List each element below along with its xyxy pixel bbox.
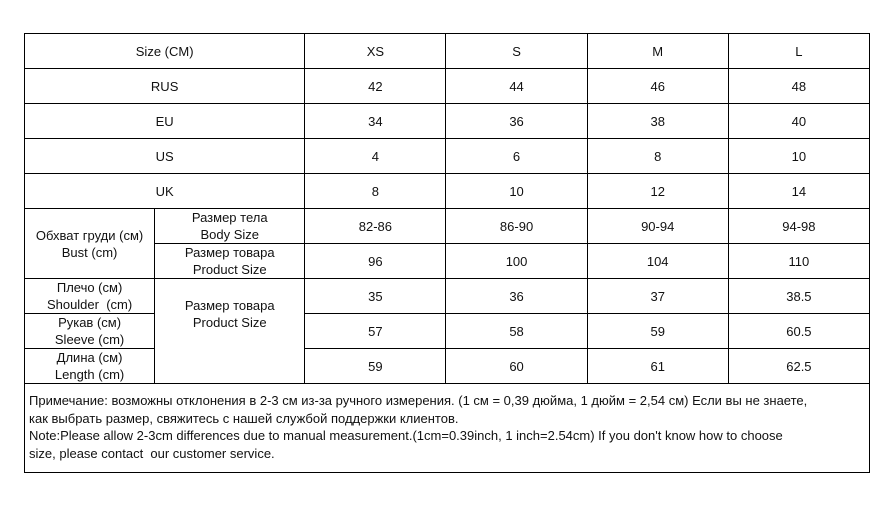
table-row	[25, 104, 870, 139]
body-size-label-en: Body Size	[200, 227, 259, 242]
row-label-bust	[25, 209, 155, 279]
table-cell: 10	[728, 139, 869, 174]
header-size-l: L	[728, 34, 869, 69]
sublabel-product-size	[155, 244, 305, 279]
row-label-sleeve	[25, 314, 155, 349]
header-size-m: M	[587, 34, 728, 69]
table-row	[25, 174, 870, 209]
table-cell: 40	[728, 104, 869, 139]
bust-product-size-label-en: Product Size	[192, 262, 267, 277]
table-cell: 38.5	[728, 279, 869, 314]
table-cell: 36	[446, 279, 587, 314]
table-cell: 38	[587, 104, 728, 139]
note-cell	[25, 384, 870, 473]
table-cell: 96	[305, 244, 446, 279]
table-cell: 61	[587, 349, 728, 384]
table-cell: 48	[728, 69, 869, 104]
note-ru-line-1: Примечание: возможны отклонения в 2-3 см из-за ручного измерения. (1 см = 0,39 дюйма, 1 дюйм = 2,54 см) Если вы не знаете,	[29, 393, 808, 408]
length-label-ru: Длина (см)	[56, 350, 123, 365]
note-row	[25, 384, 870, 473]
sleeve-label-en: Sleeve (cm)	[54, 332, 125, 347]
table-cell: 58	[446, 314, 587, 349]
table-cell: 4	[305, 139, 446, 174]
table-cell: 60	[446, 349, 587, 384]
table-row	[25, 279, 870, 314]
shoulder-label-en: Shoulder (cm)	[46, 297, 133, 312]
bust-product-size-label-ru: Размер товара	[184, 245, 275, 260]
table-row	[25, 209, 870, 244]
table-cell: 100	[446, 244, 587, 279]
empty-sublabel-cell	[155, 349, 305, 384]
table-cell: 104	[587, 244, 728, 279]
table-cell: 82-86	[305, 209, 446, 244]
row-label-length	[25, 349, 155, 384]
table-cell: 59	[305, 349, 446, 384]
table-cell: 8	[587, 139, 728, 174]
row-label-uk: UK	[25, 174, 305, 209]
header-label: Size (CM)	[135, 43, 194, 59]
table-cell: 57	[305, 314, 446, 349]
table-cell: 90-94	[587, 209, 728, 244]
header-label-cell	[25, 34, 305, 69]
header-size-s: S	[446, 34, 587, 69]
table-row	[25, 69, 870, 104]
table-cell: 86-90	[446, 209, 587, 244]
body-size-label-ru: Размер тела	[191, 210, 268, 225]
table-cell: 6	[446, 139, 587, 174]
table-cell: 94-98	[728, 209, 869, 244]
group-product-size-label-ru: Размер товара	[184, 297, 275, 313]
table-cell: 42	[305, 69, 446, 104]
note-ru-line-2: как выбрать размер, свяжитесь с нашей службой поддержки клиентов.	[29, 410, 459, 426]
table-cell: 110	[728, 244, 869, 279]
row-label-us: US	[25, 139, 305, 174]
table-cell: 62.5	[728, 349, 869, 384]
table-cell: 12	[587, 174, 728, 209]
row-label-eu: EU	[25, 104, 305, 139]
bust-label-ru: Обхват груди (см)	[35, 227, 144, 243]
table-cell: 60.5	[728, 314, 869, 349]
row-label-shoulder	[25, 279, 155, 314]
table-cell: 8	[305, 174, 446, 209]
table-row	[25, 349, 870, 384]
table-cell: 44	[446, 69, 587, 104]
table-cell: 59	[587, 314, 728, 349]
table-cell: 37	[587, 279, 728, 314]
table-cell: 46	[587, 69, 728, 104]
size-chart-table	[24, 33, 870, 473]
table-row	[25, 314, 870, 349]
table-row	[25, 139, 870, 174]
header-size-xs: XS	[305, 34, 446, 69]
note-en-line-1: Note:Please allow 2-3cm differences due to manual measurement.(1cm=0.39inch, 1 inch=2.54cm) If you don't know how to choose	[29, 428, 783, 443]
length-label-en: Length (cm)	[54, 367, 125, 382]
table-cell: 36	[446, 104, 587, 139]
header-row	[25, 34, 870, 69]
sublabel-body-size	[155, 209, 305, 244]
shoulder-label-ru: Плечо (см)	[56, 280, 123, 295]
table-cell: 35	[305, 279, 446, 314]
note-en-line-2: size, please contact our customer service.	[29, 445, 275, 461]
table-cell: 10	[446, 174, 587, 209]
sleeve-label-ru: Рукав (см)	[58, 315, 122, 330]
bust-label-en: Bust (cm)	[61, 244, 118, 260]
table-cell: 34	[305, 104, 446, 139]
row-label-rus: RUS	[25, 69, 305, 104]
sublabel-product-size-group	[155, 279, 305, 349]
table-cell: 14	[728, 174, 869, 209]
group-product-size-label-en: Product Size	[192, 314, 267, 330]
